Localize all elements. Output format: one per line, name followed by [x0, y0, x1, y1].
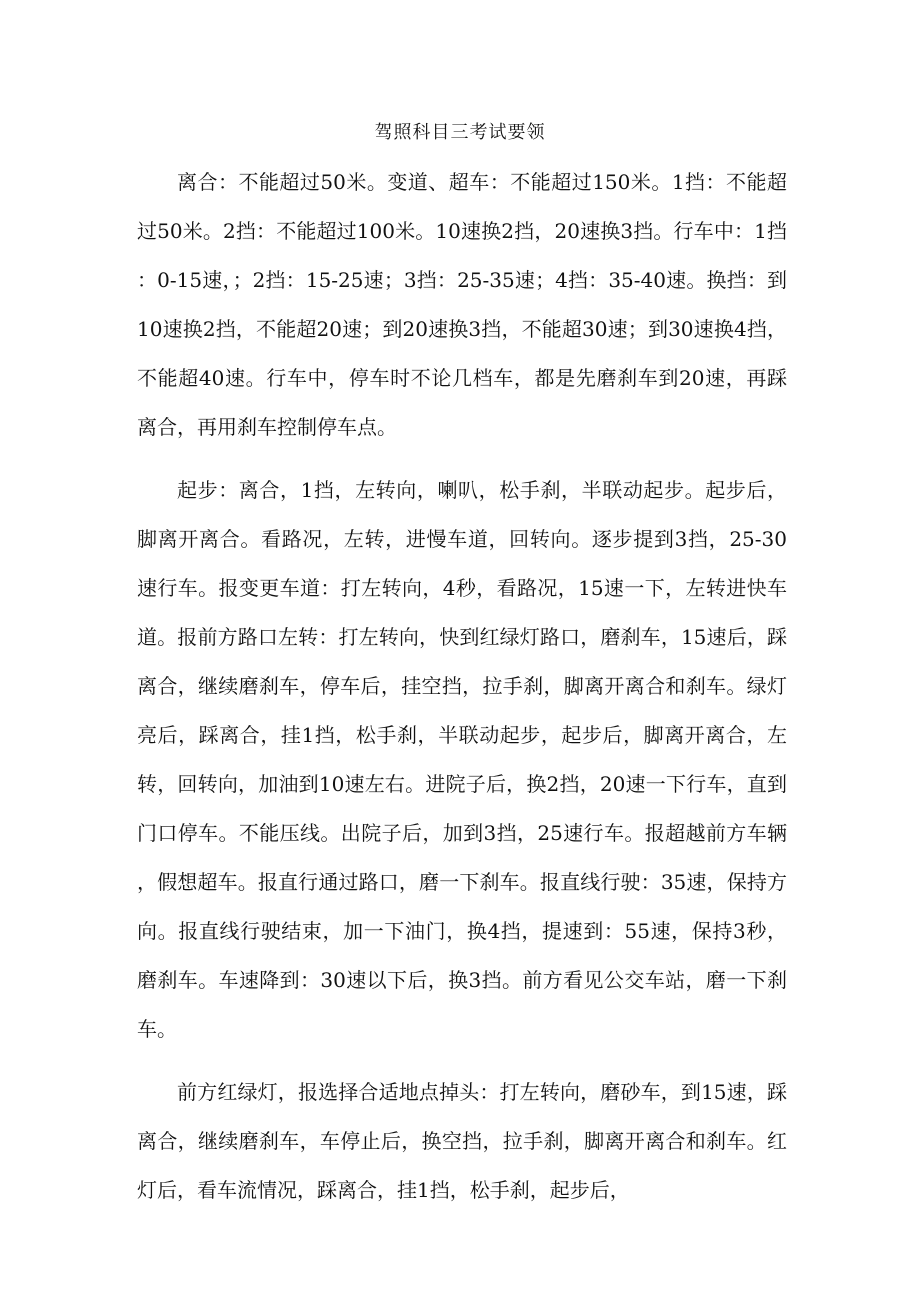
document-title: 驾照科目三考试要领: [374, 122, 546, 143]
paragraph-clutch-and-gears: 离合：不能超过50米。变道、超车：不能超过150米。1挡：不能超过50米。2挡：不能超过100米。10速换2挡，20速换3挡。行车中：1挡：0-15速，；2挡：15-25速；3挡：25-35速；4挡：35-40速。换挡：到10速换2挡，不能超20速；到20速换3挡，不能超30速；到30速换4挡，不能超40速。行车中，停车时不论几档车，都是先磨刹车到20速，再踩离合，再用刹车控制停车点。: [137, 170, 787, 439]
document-body: [137, 158, 787, 1229]
paragraph-starting-and-driving: 起步：离合，1挡，左转向，喇叭，松手刹，半联动起步。起步后，脚离开离合。看路况，左转，进慢车道，回转向。逐步提到3挡，25-30速行车。报变更车道：打左转向，4秒，看路况，15速一下，左转进快车道。报前方路口左转：打左转向，快到红绿灯路口，磨刹车，15速后，踩离合，继续磨刹车，停车后，挂空挡，拉手刹，脚离开离合和刹车。绿灯亮后，踩离合，挂1挡，松手刹，半联动起步，起步后，脚离开离合，左转，回转向，加油到10速左右。进院子后，换2挡，20速一下行车，直到门口停车。不能压线。出院子后，加到3挡，25速行车。报超越前方车辆，假想超车。报直行通过路口，磨一下刹车。报直线行驶：35速，保持方向。报直线行驶结束，加一下油门，换4挡，提速到：55速，保持3秒，磨刹车。车速降到：30速以下后，换3挡。前方看见公交车站，磨一下刹车。: [137, 478, 787, 1041]
paragraph-u-turn: 前方红绿灯，报选择合适地点掉头：打左转向，磨砂车，到15速，踩离合，继续磨刹车，车停止后，换空挡，拉手刹，脚离开离合和刹车。红灯后，看车流情况，踩离合，挂1挡，松手刹，起步后，: [137, 1080, 787, 1202]
